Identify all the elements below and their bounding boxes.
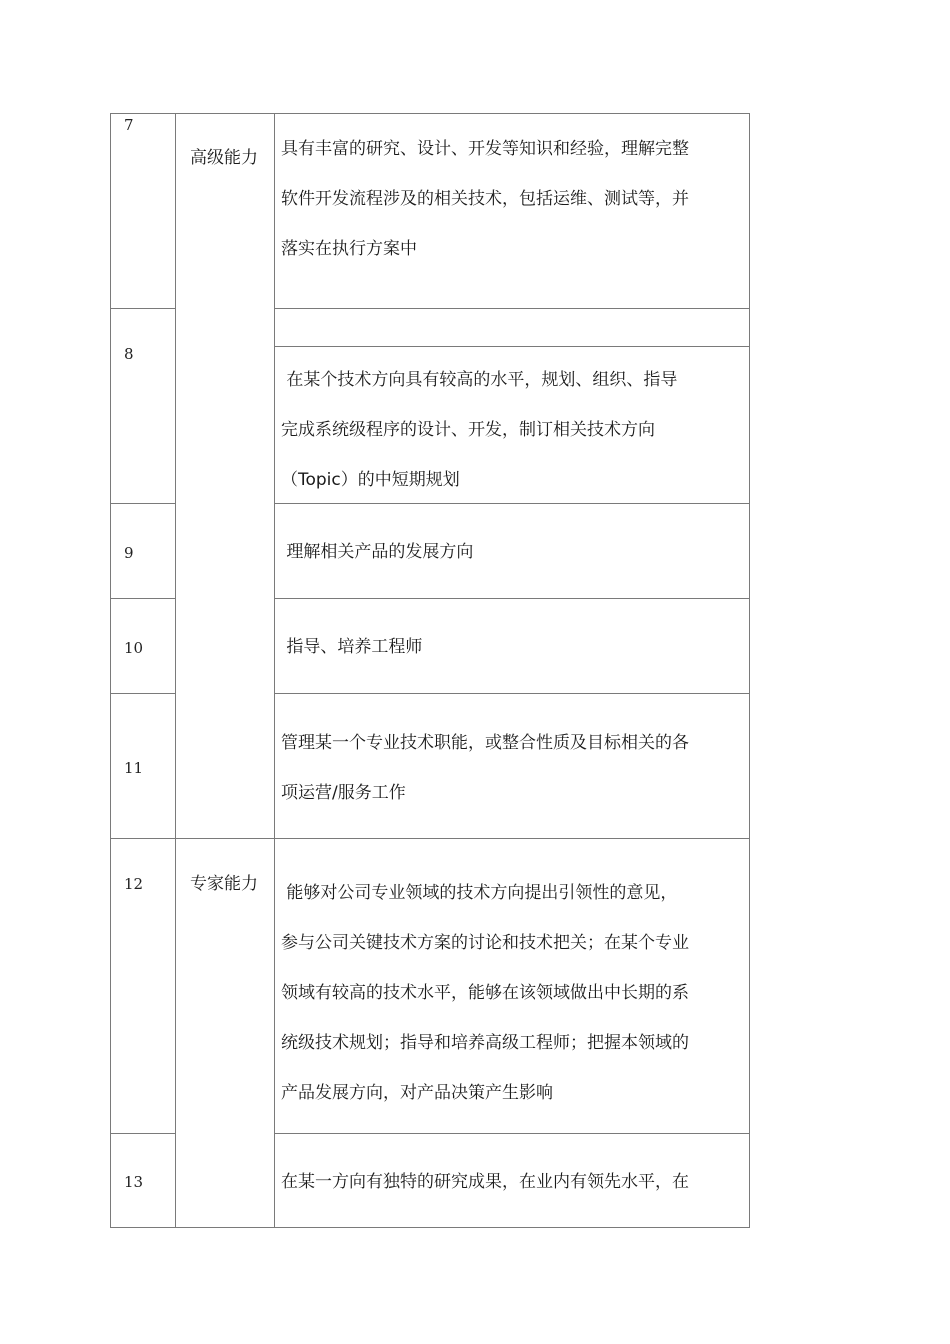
column-divider-2 bbox=[274, 113, 275, 1228]
description-line: 管理某一个专业技术职能，或整合性质及目标相关的各 bbox=[281, 733, 689, 753]
row-description bbox=[281, 527, 743, 577]
table-border-left bbox=[110, 113, 111, 1228]
row-number: 8 bbox=[124, 345, 134, 363]
description-line: 理解相关产品的发展方向 bbox=[281, 542, 474, 562]
row-number: 11 bbox=[124, 759, 144, 777]
row-number: 13 bbox=[124, 1173, 144, 1191]
description-line: 指导、培养工程师 bbox=[281, 637, 423, 657]
row-divider bbox=[110, 598, 176, 599]
row-divider bbox=[110, 1133, 176, 1134]
row-divider bbox=[274, 308, 750, 309]
description-line: 落实在执行方案中 bbox=[281, 239, 417, 259]
row-description bbox=[281, 622, 743, 672]
description-line: 完成系统级程序的设计、开发，制订相关技术方向 bbox=[281, 420, 655, 440]
description-line: 项运营/服务工作 bbox=[281, 783, 406, 803]
row-divider bbox=[274, 1133, 750, 1134]
level-label-senior: 高级能力 bbox=[190, 148, 258, 168]
row-number: 10 bbox=[124, 639, 144, 657]
description-line: 统级技术规划；指导和培养高级工程师；把握本领域的 bbox=[281, 1033, 689, 1053]
description-line: 领域有较高的技术水平，能够在该领域做出中长期的系 bbox=[281, 983, 689, 1003]
description-line: 能够对公司专业领域的技术方向提出引领性的意见， bbox=[281, 883, 678, 903]
table-border-bottom bbox=[110, 1227, 750, 1228]
row-number: 12 bbox=[124, 875, 144, 893]
row-number: 7 bbox=[124, 116, 134, 134]
row-description bbox=[281, 718, 743, 818]
table-border-right bbox=[749, 113, 750, 1228]
row-number: 9 bbox=[124, 544, 134, 562]
row-divider bbox=[274, 346, 750, 347]
level-label-expert: 专家能力 bbox=[190, 874, 258, 894]
row-divider bbox=[274, 598, 750, 599]
row-description bbox=[281, 355, 743, 505]
row-divider bbox=[110, 693, 176, 694]
description-line: 产品发展方向，对产品决策产生影响 bbox=[281, 1083, 553, 1103]
description-line: 在某一方向有独特的研究成果，在业内有领先水平，在 bbox=[281, 1172, 689, 1192]
row-description bbox=[281, 1157, 743, 1207]
row-description bbox=[281, 868, 743, 1118]
row-divider bbox=[110, 308, 176, 309]
row-description bbox=[281, 124, 743, 274]
description-line: 在某个技术方向具有较高的水平，规划、组织、指导 bbox=[281, 370, 678, 390]
description-line: （Topic）的中短期规划 bbox=[281, 470, 460, 490]
row-divider bbox=[274, 693, 750, 694]
description-line: 参与公司关键技术方案的讨论和技术把关；在某个专业 bbox=[281, 933, 689, 953]
row-divider bbox=[110, 503, 176, 504]
table-border-top bbox=[110, 113, 750, 114]
column-divider-1 bbox=[175, 113, 176, 1228]
row-divider bbox=[110, 838, 750, 839]
description-line: 软件开发流程涉及的相关技术，包括运维、测试等，并 bbox=[281, 189, 689, 209]
description-line: 具有丰富的研究、设计、开发等知识和经验，理解完整 bbox=[281, 139, 689, 159]
